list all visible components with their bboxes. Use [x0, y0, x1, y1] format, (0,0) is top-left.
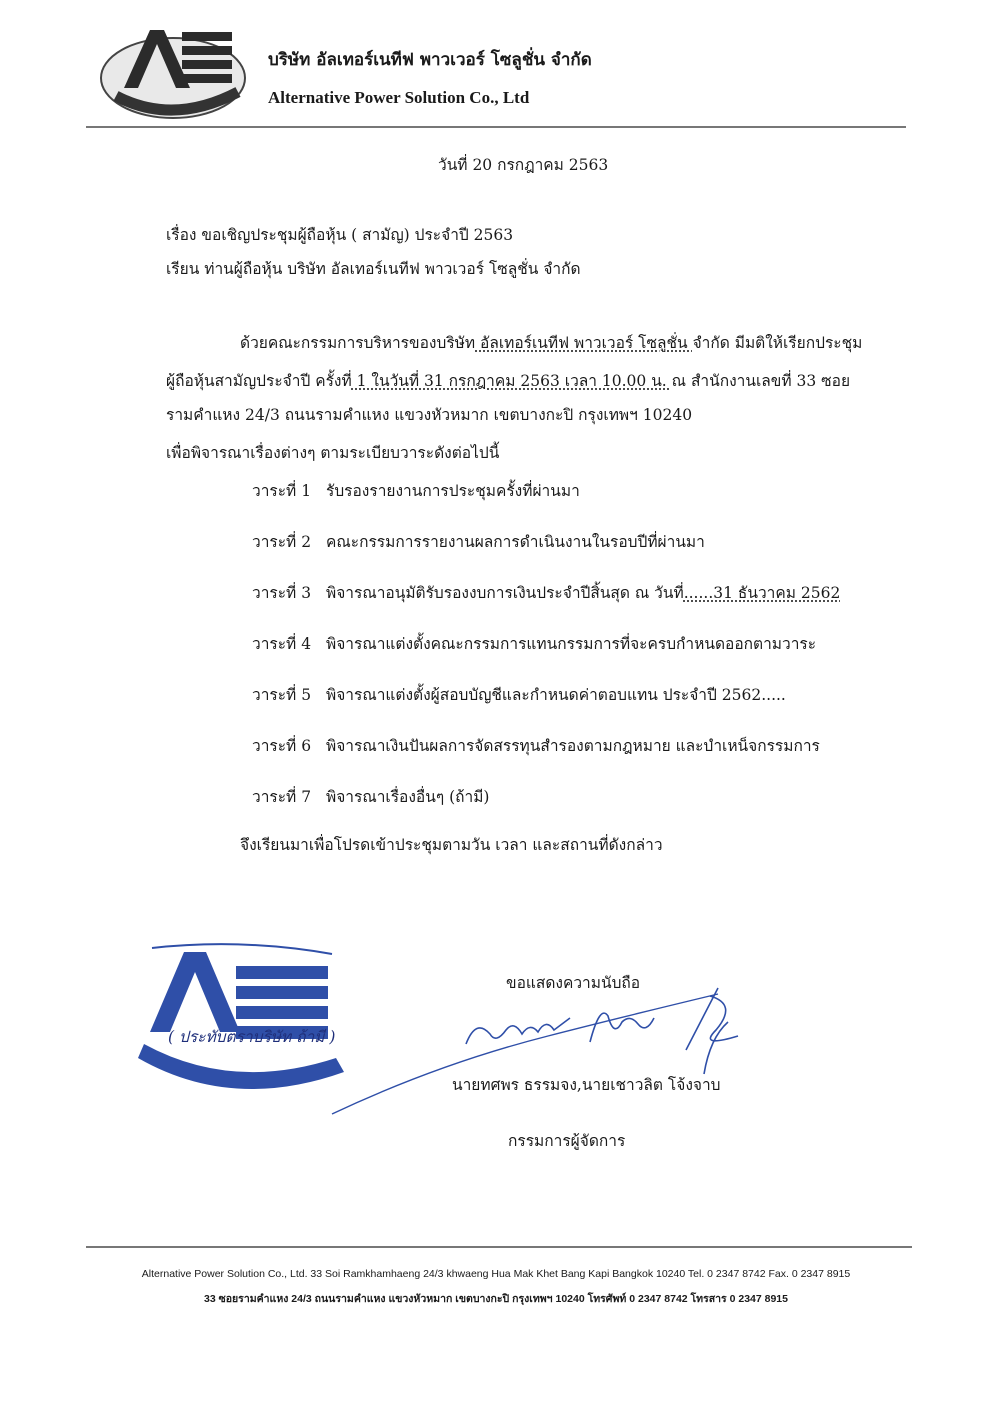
- agenda-item: วาระที่ 2 คณะกรรมการรายงานผลการดำเนินงานในรอบปีที่ผ่านมา: [252, 533, 705, 551]
- letter-subject: เรื่อง ขอเชิญประชุมผู้ถือหุ้น ( สามัญ) ประจำปี 2563: [166, 226, 514, 244]
- agenda-item: วาระที่ 4 พิจารณาแต่งตั้งคณะกรรมการแทนกรรมการที่จะครบกำหนดออกตามวาระ: [252, 635, 817, 653]
- letter-date: วันที่ 20 กรกฎาคม 2563: [438, 156, 609, 174]
- signature: [318, 978, 758, 1128]
- agenda-item: วาระที่ 5 พิจารณาแต่งตั้งผู้สอบบัญชีและกำหนดค่าตอบแทน ประจำปี 2562.....: [252, 686, 786, 704]
- regards-text: ขอแสดงความนับถือ: [506, 974, 641, 992]
- footer-address-thai: 33 ซอยรามคำแหง 24/3 ถนนรามคำแหง แขวงหัวหมาก เขตบางกะปิ กรุงเทพฯ 10240 โทรศัพท์ 0 2347 8742 โทรสาร 0 2347 8915: [204, 1293, 788, 1305]
- footer-address-english: Alternative Power Solution Co., Ltd. 33 Soi Ramkhamhaeng 24/3 khwaeng Hua Mak Khet Bang Kapi Bangkok 10240 Tel. 0 2347 8742 Fax. 0 2347 8915: [141, 1268, 851, 1280]
- closing-line: จึงเรียนมาเพื่อโปรดเข้าประชุมตามวัน เวลา และสถานที่ดังกล่าว: [240, 836, 663, 854]
- agenda-item: วาระที่ 3 พิจารณาอนุมัติรับรองงบการเงินประจำปีสิ้นสุด ณ วันที่......31 ธันวาคม 2562: [252, 584, 841, 602]
- body-line-1: ด้วยคณะกรรมการบริหารของบริษัท อัลเทอร์เนทีฟ พาวเวอร์ โซลูชั่น จำกัด มีมติให้เรียกประชุม: [240, 334, 863, 352]
- stamp-note: ( ประทับตราบริษัท ถ้ามี ): [168, 1028, 336, 1046]
- agenda-item: วาระที่ 7 พิจารณาเรื่องอื่นๆ (ถ้ามี): [252, 788, 490, 806]
- agenda-item: วาระที่ 6 พิจารณาเงินปันผลการจัดสรรทุนสำรองตามกฎหมาย และบำเหน็จกรรมการ: [252, 737, 820, 755]
- company-name-thai: บริษัท อัลเทอร์เนทีฟ พาวเวอร์ โซลูชั่น จำกัด: [268, 50, 592, 70]
- company-logo: [98, 22, 248, 122]
- body-line-3: รามคำแหง 24/3 ถนนรามคำแหง แขวงหัวหมาก เขตบางกะปิ กรุงเทพฯ 10240: [166, 406, 693, 424]
- letter-recipient: เรียน ท่านผู้ถือหุ้น บริษัท อัลเทอร์เนทีฟ พาวเวอร์ โซลูชั่น จำกัด: [166, 260, 581, 278]
- body-line-2: ผู้ถือหุ้นสามัญประจำปี ครั้งที่ 1 ในวันที่ 31 กรกฎาคม 2563 เวลา 10.00 น. ณ สำนักงานเลขที่ 33 ซอย: [166, 372, 851, 390]
- header-divider: [86, 126, 906, 128]
- signatory-names: นายทศพร ธรรมจง,นายเชาวลิต โจ้งจาบ: [452, 1076, 721, 1094]
- agenda-item: วาระที่ 1 รับรองรายงานการประชุมครั้งที่ผ่านมา: [252, 482, 580, 500]
- footer-divider: [86, 1246, 912, 1248]
- company-name-english: Alternative Power Solution Co., Ltd: [268, 88, 530, 107]
- signatory-position: กรรมการผู้จัดการ: [508, 1132, 626, 1150]
- body-line-4: เพื่อพิจารณาเรื่องต่างๆ ตามระเบียบวาระดังต่อไปนี้: [166, 444, 500, 462]
